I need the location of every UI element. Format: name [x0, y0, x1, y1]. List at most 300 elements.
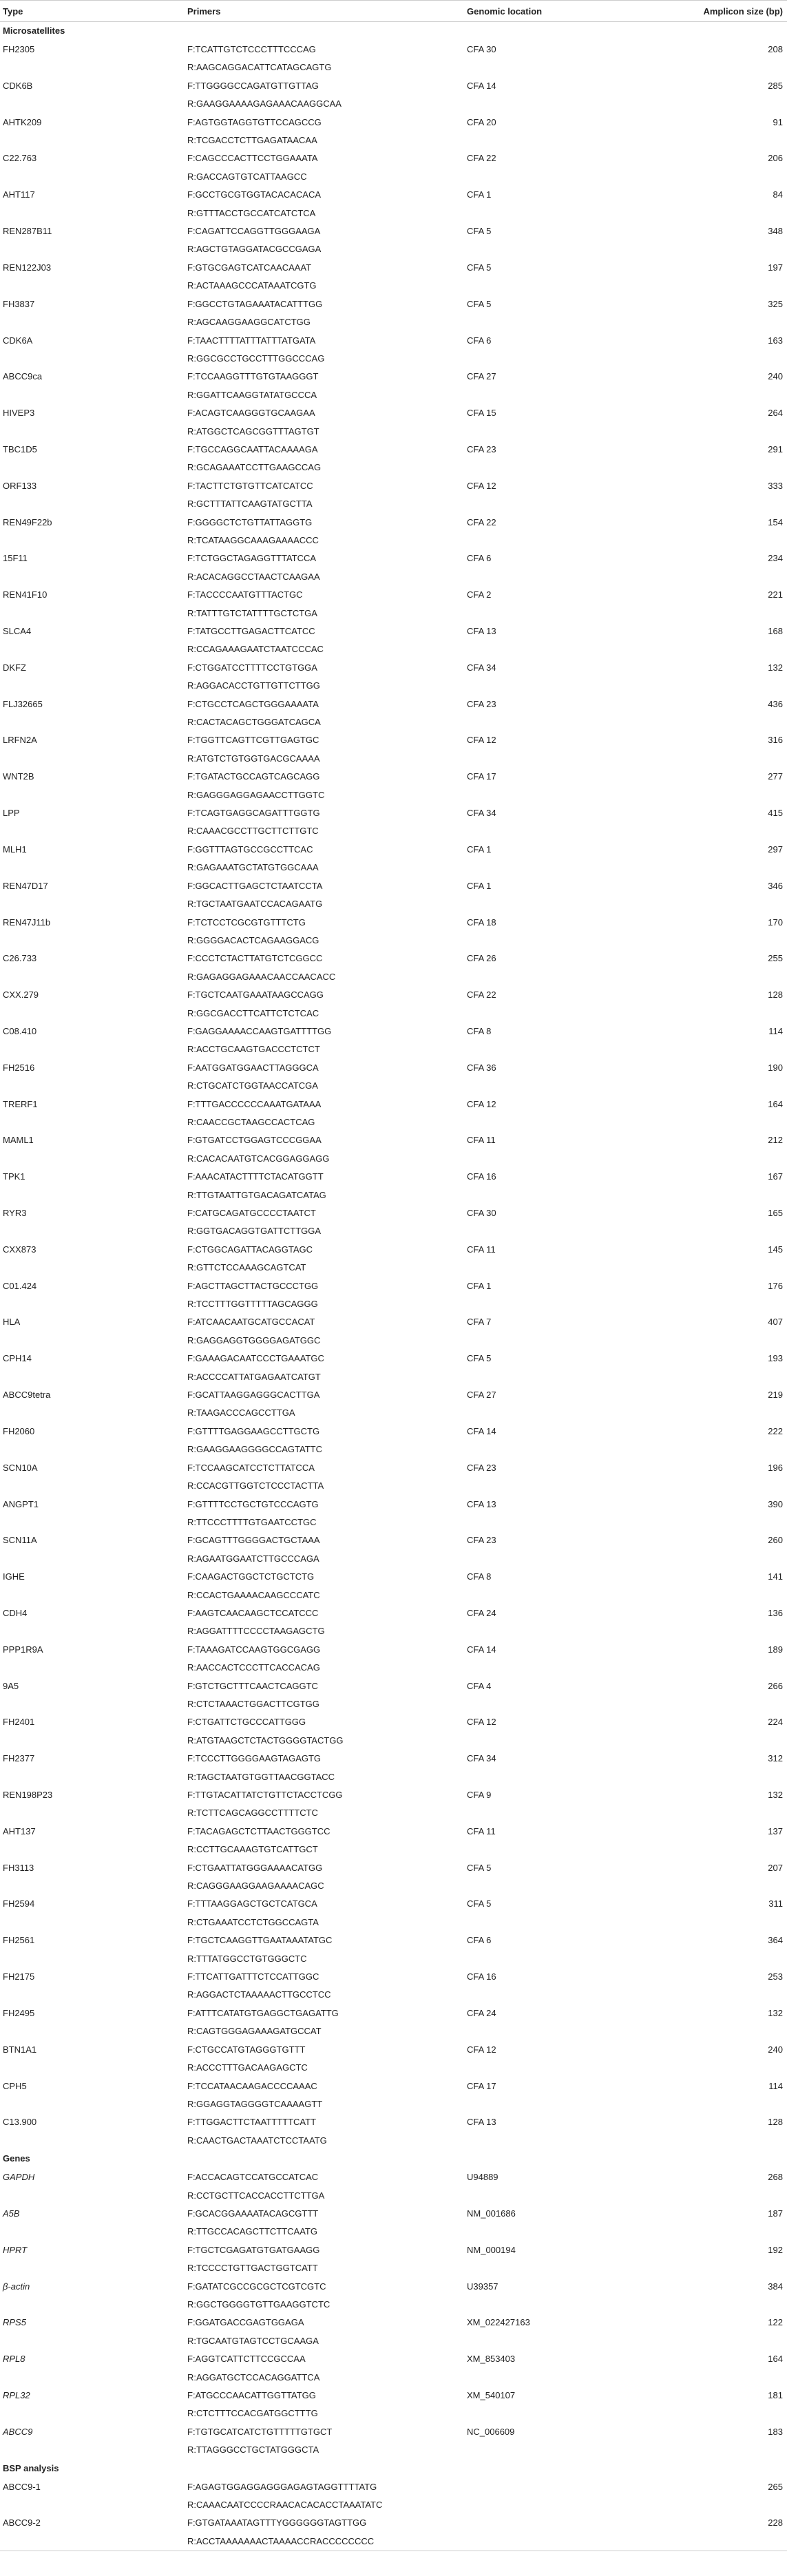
empty-cell: [464, 386, 662, 404]
empty-cell: [662, 2441, 787, 2459]
row-type: CDK6A: [3, 335, 33, 346]
table-row-reverse: [0, 713, 787, 731]
forward-primer: F:GTGATCCTGGAGTCCCGGAA: [187, 1135, 322, 1146]
forward-primer: F:GATATCGCCGCGCTCGTCGTC: [187, 2281, 326, 2292]
forward-primer: F:TCAGTGAGGCAGATTTGGTG: [187, 808, 320, 819]
empty-cell: [662, 968, 787, 986]
table-row: [0, 77, 787, 95]
genomic-location: CFA 5: [467, 226, 492, 237]
empty-cell: [662, 677, 787, 695]
empty-cell: [464, 1077, 662, 1095]
genomic-location: CFA 36: [467, 1062, 496, 1073]
row-type: ORF133: [3, 480, 37, 491]
forward-primer: F:CAAGACTGGCTCTGCTCTG: [187, 1571, 315, 1582]
reverse-primer: R:GGTGACAGGTGATTCTTGGA: [187, 1226, 322, 1237]
table-row-reverse: [0, 277, 787, 295]
table-row: [0, 2168, 787, 2186]
forward-primer: F:TTTGACCCCCCAAATGATAAA: [187, 1098, 322, 1109]
row-type: CPH5: [3, 2080, 27, 2091]
genomic-location: CFA 9: [467, 1790, 492, 1800]
row-type: FH2377: [3, 1753, 35, 1764]
empty-cell: [662, 350, 787, 368]
table-row: [0, 2278, 787, 2296]
genomic-location: CFA 12: [467, 480, 496, 491]
reverse-primer: R:GCTTTATTCAAGTATGCTTA: [187, 499, 313, 510]
amplicon-size: 265: [768, 2481, 783, 2492]
row-type: CPH14: [3, 1353, 32, 1364]
reverse-primer: R:TAGCTAATGTGGTTAACGGTACC: [187, 1771, 335, 1782]
table-row-reverse: [0, 205, 787, 222]
empty-cell: [662, 1077, 787, 1095]
empty-cell: [662, 2405, 787, 2422]
reverse-primer: R:GGCTGGGGTGTTGAAGGTCTC: [187, 2298, 330, 2310]
row-type: ABCC9: [3, 2426, 33, 2437]
empty-cell: [0, 1150, 185, 1168]
forward-primer: F:GCCTGCGTGGTACACACACA: [187, 189, 322, 200]
empty-cell: [464, 240, 662, 258]
row-type: 9A5: [3, 1680, 19, 1691]
empty-cell: [662, 2095, 787, 2113]
empty-cell: [0, 1477, 185, 1495]
empty-cell: [0, 2022, 185, 2040]
amplicon-size: 163: [768, 335, 783, 346]
table-row-reverse: [0, 95, 787, 113]
amplicon-size: 407: [768, 1317, 783, 1328]
forward-primer: F:CTGCCTCAGCTGGGAAAATA: [187, 698, 319, 709]
reverse-primer: R:CCACTGAAAACAAGCCCATC: [187, 1589, 320, 1600]
table-row: [0, 659, 787, 677]
table-row: [0, 368, 787, 386]
empty-cell: [662, 459, 787, 477]
forward-primer: F:GTGCGAGTCATCAACAAAT: [187, 262, 312, 273]
table-row-reverse: [0, 495, 787, 513]
section-title: Microsatellites: [3, 25, 65, 36]
empty-cell: [464, 2187, 662, 2205]
table-row-reverse: [0, 2405, 787, 2422]
amplicon-size: 128: [768, 989, 783, 1001]
reverse-primer: R:CCACGTTGGTCTCCCTACTTA: [187, 1480, 324, 1491]
genomic-location: CFA 24: [467, 1607, 496, 1618]
empty-cell: [662, 2369, 787, 2387]
reverse-primer: R:CAAACAATCCCCRAACACACACCTAAATATC: [187, 2500, 383, 2511]
table-row-reverse: [0, 895, 787, 913]
genomic-location: CFA 30: [467, 1208, 496, 1218]
row-type: DKFZ: [3, 662, 26, 673]
table-row: [0, 1968, 787, 1986]
reverse-primer: R:AGGACACCTGTTGTTCTTGG: [187, 680, 320, 691]
forward-primer: F:AAGTCAACAAGCTCCATCCC: [187, 1607, 319, 1618]
empty-cell: [464, 822, 662, 840]
amplicon-size: 84: [773, 189, 783, 200]
reverse-primer: R:AGGATGCTCCACAGGATTCA: [187, 2371, 320, 2383]
genomic-location: CFA 5: [467, 1898, 492, 1909]
amplicon-size: 311: [768, 1898, 783, 1909]
table-row: [0, 877, 787, 895]
amplicon-size: 312: [768, 1753, 783, 1764]
amplicon-size: 240: [768, 371, 783, 382]
empty-cell: [0, 1186, 185, 1204]
table-row: [0, 1713, 787, 1731]
forward-primer: F:TCCAAGGTTTGTGTAAGGGT: [187, 371, 319, 382]
genomic-location: CFA 17: [467, 2080, 496, 2091]
amplicon-size: 132: [768, 662, 783, 673]
amplicon-size: 132: [768, 2007, 783, 2018]
table-row-reverse: [0, 350, 787, 368]
genomic-location: CFA 20: [467, 116, 496, 127]
row-type: MAML1: [3, 1135, 34, 1146]
empty-cell: [662, 2496, 787, 2514]
amplicon-size: 207: [768, 1862, 783, 1873]
reverse-primer: R:CAACCGCTAAGCCACTCAG: [187, 1116, 315, 1127]
forward-primer: F:GAAAGACAATCCCTGAAATGC: [187, 1353, 324, 1364]
amplicon-size: 222: [768, 1425, 783, 1436]
forward-primer: F:TGGTTCAGTTCGTTGAGTGC: [187, 735, 319, 746]
amplicon-size: 136: [768, 1607, 783, 1618]
genomic-location: CFA 12: [467, 2044, 496, 2055]
empty-cell: [662, 2296, 787, 2314]
table-row-reverse: [0, 2022, 787, 2040]
reverse-primer: R:CAGTGGGAGAAAGATGCCAT: [187, 2026, 322, 2037]
amplicon-size: 192: [768, 2244, 783, 2255]
row-type: REN122J03: [3, 262, 52, 273]
empty-cell: [0, 2223, 185, 2241]
amplicon-size: 187: [768, 2208, 783, 2219]
table-row-reverse: [0, 1695, 787, 1713]
empty-cell: [0, 1404, 185, 1422]
table-row: [0, 1313, 787, 1331]
forward-primer: F:TTTAAGGAGCTGCTCATGCA: [187, 1898, 317, 1909]
genomic-location: U39357: [467, 2281, 499, 2292]
genomic-location: CFA 1: [467, 1280, 492, 1291]
genomic-location: XM_540107: [467, 2390, 516, 2400]
amplicon-size: 297: [768, 844, 783, 855]
amplicon-size: 122: [768, 2317, 783, 2328]
table-row-reverse: [0, 2441, 787, 2459]
empty-cell: [0, 1514, 185, 1531]
reverse-primer: R:TTAGGGCCTGCTATGGGCTA: [187, 2444, 319, 2455]
amplicon-size: 285: [768, 80, 783, 91]
empty-cell: [662, 313, 787, 331]
table-row-reverse: [0, 2059, 787, 2077]
amplicon-size: 240: [768, 2044, 783, 2055]
empty-cell: [0, 1732, 185, 1750]
header-row: [0, 1, 787, 22]
forward-primer: F:CATGCAGATGCCCCTAATCT: [187, 1208, 316, 1218]
empty-cell: [464, 1914, 662, 1931]
empty-cell: [662, 822, 787, 840]
table-row: [0, 1096, 787, 1113]
reverse-primer: R:TTTATGGCCTGTGGGCTC: [187, 1953, 307, 1964]
genomic-location: CFA 27: [467, 371, 496, 382]
row-type: RPL8: [3, 2354, 25, 2365]
reverse-primer: R:AGGACTCTAAAAACTTGCCTCC: [187, 1989, 331, 2000]
empty-cell: [464, 1040, 662, 1058]
amplicon-size: 165: [768, 1208, 783, 1218]
genomic-location: U94889: [467, 2172, 499, 2183]
table-row-reverse: [0, 1259, 787, 1277]
empty-cell: [0, 1841, 185, 1858]
table-row: [0, 1786, 787, 1804]
genomic-location: CFA 14: [467, 80, 496, 91]
row-type: β-actin: [3, 2281, 30, 2292]
row-type: FH2516: [3, 1062, 35, 1073]
genomic-location: CFA 5: [467, 1862, 492, 1873]
row-type: FH2175: [3, 1971, 35, 1982]
row-type: SCN11A: [3, 1535, 37, 1546]
table-row: [0, 2514, 787, 2532]
empty-cell: [464, 132, 662, 149]
table-row: [0, 1241, 787, 1259]
header-size: Amplicon size (bp): [662, 1, 787, 22]
header-type: Type: [0, 1, 185, 22]
empty-cell: [464, 1259, 662, 1277]
reverse-primer: R:GGCGACCTTCATTCTCTCAC: [187, 1007, 319, 1018]
table-row-reverse: [0, 1222, 787, 1240]
genomic-location: CFA 14: [467, 1425, 496, 1436]
reverse-primer: R:ATGTCTGTGGTGACGCAAAA: [187, 753, 320, 764]
section-title: Genes: [3, 2153, 30, 2164]
table-row: [0, 914, 787, 932]
table-row: [0, 1568, 787, 1586]
table-row-reverse: [0, 605, 787, 622]
section-title: BSP analysis: [3, 2462, 59, 2473]
reverse-primer: R:TATTTGTCTATTTTGCTCTGA: [187, 607, 317, 618]
reverse-primer: R:CTCTTTCCACGATGGCTTTG: [187, 2408, 318, 2419]
empty-cell: [0, 132, 185, 149]
empty-cell: [662, 1914, 787, 1931]
empty-cell: [464, 1950, 662, 1968]
amplicon-size: 170: [768, 917, 783, 928]
genomic-location: NM_001686: [467, 2208, 516, 2219]
reverse-primer: R:GGGGACACTCAGAAGGACG: [187, 934, 319, 945]
amplicon-size: 390: [768, 1498, 783, 1509]
reverse-primer: R:GACCAGTGTCATTAAGCC: [187, 171, 307, 182]
empty-cell: [662, 1222, 787, 1240]
amplicon-size: 253: [768, 1971, 783, 1982]
empty-cell: [0, 59, 185, 76]
genomic-location: CFA 23: [467, 698, 496, 709]
amplicon-size: 277: [768, 771, 783, 782]
reverse-primer: R:TCGACCTCTTGAGATAACAA: [187, 135, 317, 146]
table-row-reverse: [0, 932, 787, 950]
empty-cell: [0, 1695, 185, 1713]
empty-cell: [662, 895, 787, 913]
forward-primer: F:TCTCCTCGCGTGTTTCTG: [187, 917, 306, 928]
forward-primer: F:ATTTCATATGTGAGGCTGAGATTG: [187, 2007, 339, 2018]
empty-cell: [464, 859, 662, 877]
genomic-location: XM_022427163: [467, 2317, 530, 2328]
reverse-primer: R:AGGATTTTCCCCTAAGAGCTG: [187, 1626, 325, 1637]
genomic-location: [464, 2478, 662, 2496]
reverse-primer: R:GAGGGAGGAGAACCTTGGTC: [187, 789, 325, 800]
forward-primer: F:CAGCCCACTTCCTGGAAATA: [187, 153, 318, 164]
table-row-reverse: [0, 2187, 787, 2205]
amplicon-size: 264: [768, 408, 783, 419]
empty-cell: [0, 95, 185, 113]
amplicon-size: 316: [768, 735, 783, 746]
header-location: Genomic location: [464, 1, 662, 22]
genomic-location: CFA 1: [467, 844, 492, 855]
amplicon-size: 268: [768, 2172, 783, 2183]
forward-primer: F:TCCAAGCATCCTCTTATCCA: [187, 1462, 315, 1473]
empty-cell: [464, 968, 662, 986]
genomic-location: CFA 34: [467, 1753, 496, 1764]
forward-primer: F:TGTGCATCATCTGTTTTTGTGCT: [187, 2426, 333, 2437]
reverse-primer: R:AGAATGGAATCTTGCCCAGA: [187, 1553, 319, 1564]
row-type: CDK6B: [3, 80, 33, 91]
table-row: [0, 1459, 787, 1477]
genomic-location: CFA 5: [467, 298, 492, 309]
table-row-reverse: [0, 1659, 787, 1677]
empty-cell: [0, 1877, 185, 1895]
genomic-location: CFA 23: [467, 1535, 496, 1546]
section-row: [0, 2460, 787, 2478]
genomic-location: CFA 7: [467, 1317, 492, 1328]
table-row: [0, 1350, 787, 1368]
empty-cell: [464, 2533, 662, 2551]
empty-cell: [464, 1150, 662, 1168]
empty-cell: [464, 713, 662, 731]
amplicon-size: 206: [768, 153, 783, 164]
table-row: [0, 514, 787, 532]
reverse-primer: R:GAAGGAAGGGGCCAGTATTC: [187, 1444, 322, 1455]
empty-cell: [0, 1550, 185, 1568]
row-type: RPS5: [3, 2317, 26, 2328]
reverse-primer: R:GAGAAATGCTATGTGGCAAA: [187, 862, 319, 873]
empty-cell: [464, 1186, 662, 1204]
row-type: C26.733: [3, 953, 37, 964]
empty-cell: [464, 1986, 662, 2004]
empty-cell: [464, 1368, 662, 1386]
genomic-location: [464, 2514, 662, 2532]
amplicon-size: 167: [768, 1171, 783, 1182]
table-row-reverse: [0, 1587, 787, 1604]
empty-cell: [464, 1804, 662, 1822]
section-row: [0, 2150, 787, 2168]
row-type: C01.424: [3, 1280, 37, 1291]
forward-primer: F:CTGATTCTGCCCATTGGG: [187, 1717, 306, 1728]
forward-primer: F:TCATTGTCTCCCTTTCCCAG: [187, 44, 316, 54]
empty-cell: [464, 1005, 662, 1023]
table-row: [0, 2205, 787, 2223]
empty-cell: [464, 750, 662, 768]
empty-cell: [662, 2022, 787, 2040]
table-row: [0, 768, 787, 786]
genomic-location: XM_853403: [467, 2354, 516, 2365]
table-row-reverse: [0, 1077, 787, 1095]
empty-cell: [464, 1550, 662, 1568]
empty-cell: [464, 2095, 662, 2113]
table-row: [0, 841, 787, 859]
reverse-primer: R:TGCTAATGAATCCACAGAATG: [187, 899, 323, 910]
empty-cell: [662, 205, 787, 222]
empty-cell: [0, 2405, 185, 2422]
amplicon-size: 128: [768, 2117, 783, 2128]
table-row-reverse: [0, 2533, 787, 2551]
amplicon-size: 189: [768, 1644, 783, 1655]
amplicon-size: 325: [768, 298, 783, 309]
empty-cell: [0, 1040, 185, 1058]
forward-primer: F:GGCCTGTAGAAATACATTTGG: [187, 298, 323, 309]
forward-primer: F:TACCCCAATGTTTACTGC: [187, 589, 303, 600]
table-row: [0, 1496, 787, 1514]
amplicon-size: 164: [768, 2354, 783, 2365]
empty-cell: [0, 640, 185, 658]
genomic-location: CFA 22: [467, 516, 496, 527]
genomic-location: CFA 1: [467, 880, 492, 891]
empty-cell: [464, 1441, 662, 1458]
genomic-location: CFA 34: [467, 662, 496, 673]
forward-primer: F:CTGGATCCTTTTCCTGTGGA: [187, 662, 317, 673]
reverse-primer: R:GGAGGTAGGGGTCAAAAGTT: [187, 2098, 323, 2109]
empty-cell: [0, 1986, 185, 2004]
table-row-reverse: [0, 1150, 787, 1168]
empty-cell: [0, 1950, 185, 1968]
empty-cell: [662, 2187, 787, 2205]
table-row: [0, 622, 787, 640]
forward-primer: F:AGGTCATTCTTCCGCCAA: [187, 2354, 306, 2365]
empty-cell: [662, 95, 787, 113]
table-row-reverse: [0, 677, 787, 695]
genomic-location: CFA 11: [467, 1135, 496, 1146]
empty-cell: [662, 1695, 787, 1713]
empty-cell: [0, 2332, 185, 2350]
row-type: FH2594: [3, 1898, 35, 1909]
empty-cell: [0, 386, 185, 404]
row-type: IGHE: [3, 1571, 25, 1582]
row-type: AHT117: [3, 189, 35, 200]
reverse-primer: R:TCCTTTGGTTTTTAGCAGGG: [187, 1299, 318, 1310]
table-row: [0, 441, 787, 459]
table-row-reverse: [0, 750, 787, 768]
table-row-reverse: [0, 2369, 787, 2387]
amplicon-size: 193: [768, 1353, 783, 1364]
row-type: PPP1R9A: [3, 1644, 43, 1655]
empty-cell: [464, 205, 662, 222]
empty-cell: [464, 1877, 662, 1895]
row-type: FH3113: [3, 1862, 34, 1873]
genomic-location: CFA 11: [467, 1244, 496, 1255]
forward-primer: F:TCCCTTGGGGAAGTAGAGTG: [187, 1753, 322, 1764]
empty-cell: [464, 605, 662, 622]
empty-cell: [0, 313, 185, 331]
forward-primer: F:TTCATTGATTTCTCCATTGGC: [187, 1971, 319, 1982]
table-row-reverse: [0, 2496, 787, 2514]
empty-cell: [464, 95, 662, 113]
table-row-reverse: [0, 1295, 787, 1313]
table-row-reverse: [0, 1877, 787, 1895]
genomic-location: CFA 5: [467, 262, 492, 273]
amplicon-size: 364: [768, 1935, 783, 1946]
genomic-location: CFA 34: [467, 808, 496, 819]
reverse-primer: R:ATGGCTCAGCGGTTTAGTGT: [187, 426, 319, 437]
table-row-reverse: [0, 1514, 787, 1531]
empty-cell: [0, 568, 185, 586]
table-row: [0, 186, 787, 204]
table-row-reverse: [0, 1332, 787, 1350]
genomic-location: CFA 11: [467, 1825, 496, 1836]
empty-cell: [0, 2296, 185, 2314]
empty-cell: [662, 1514, 787, 1531]
empty-cell: [662, 59, 787, 76]
forward-primer: F:ACAGTCAAGGGTGCAAGAA: [187, 408, 315, 419]
empty-cell: [662, 932, 787, 950]
forward-primer: F:GTTTTCCTGCTGTCCCAGTG: [187, 1498, 319, 1509]
genomic-location: CFA 22: [467, 989, 496, 1001]
genomic-location: CFA 2: [467, 589, 492, 600]
empty-cell: [464, 1477, 662, 1495]
reverse-primer: R:ACACAGGCCTAACTCAAGAA: [187, 571, 320, 582]
